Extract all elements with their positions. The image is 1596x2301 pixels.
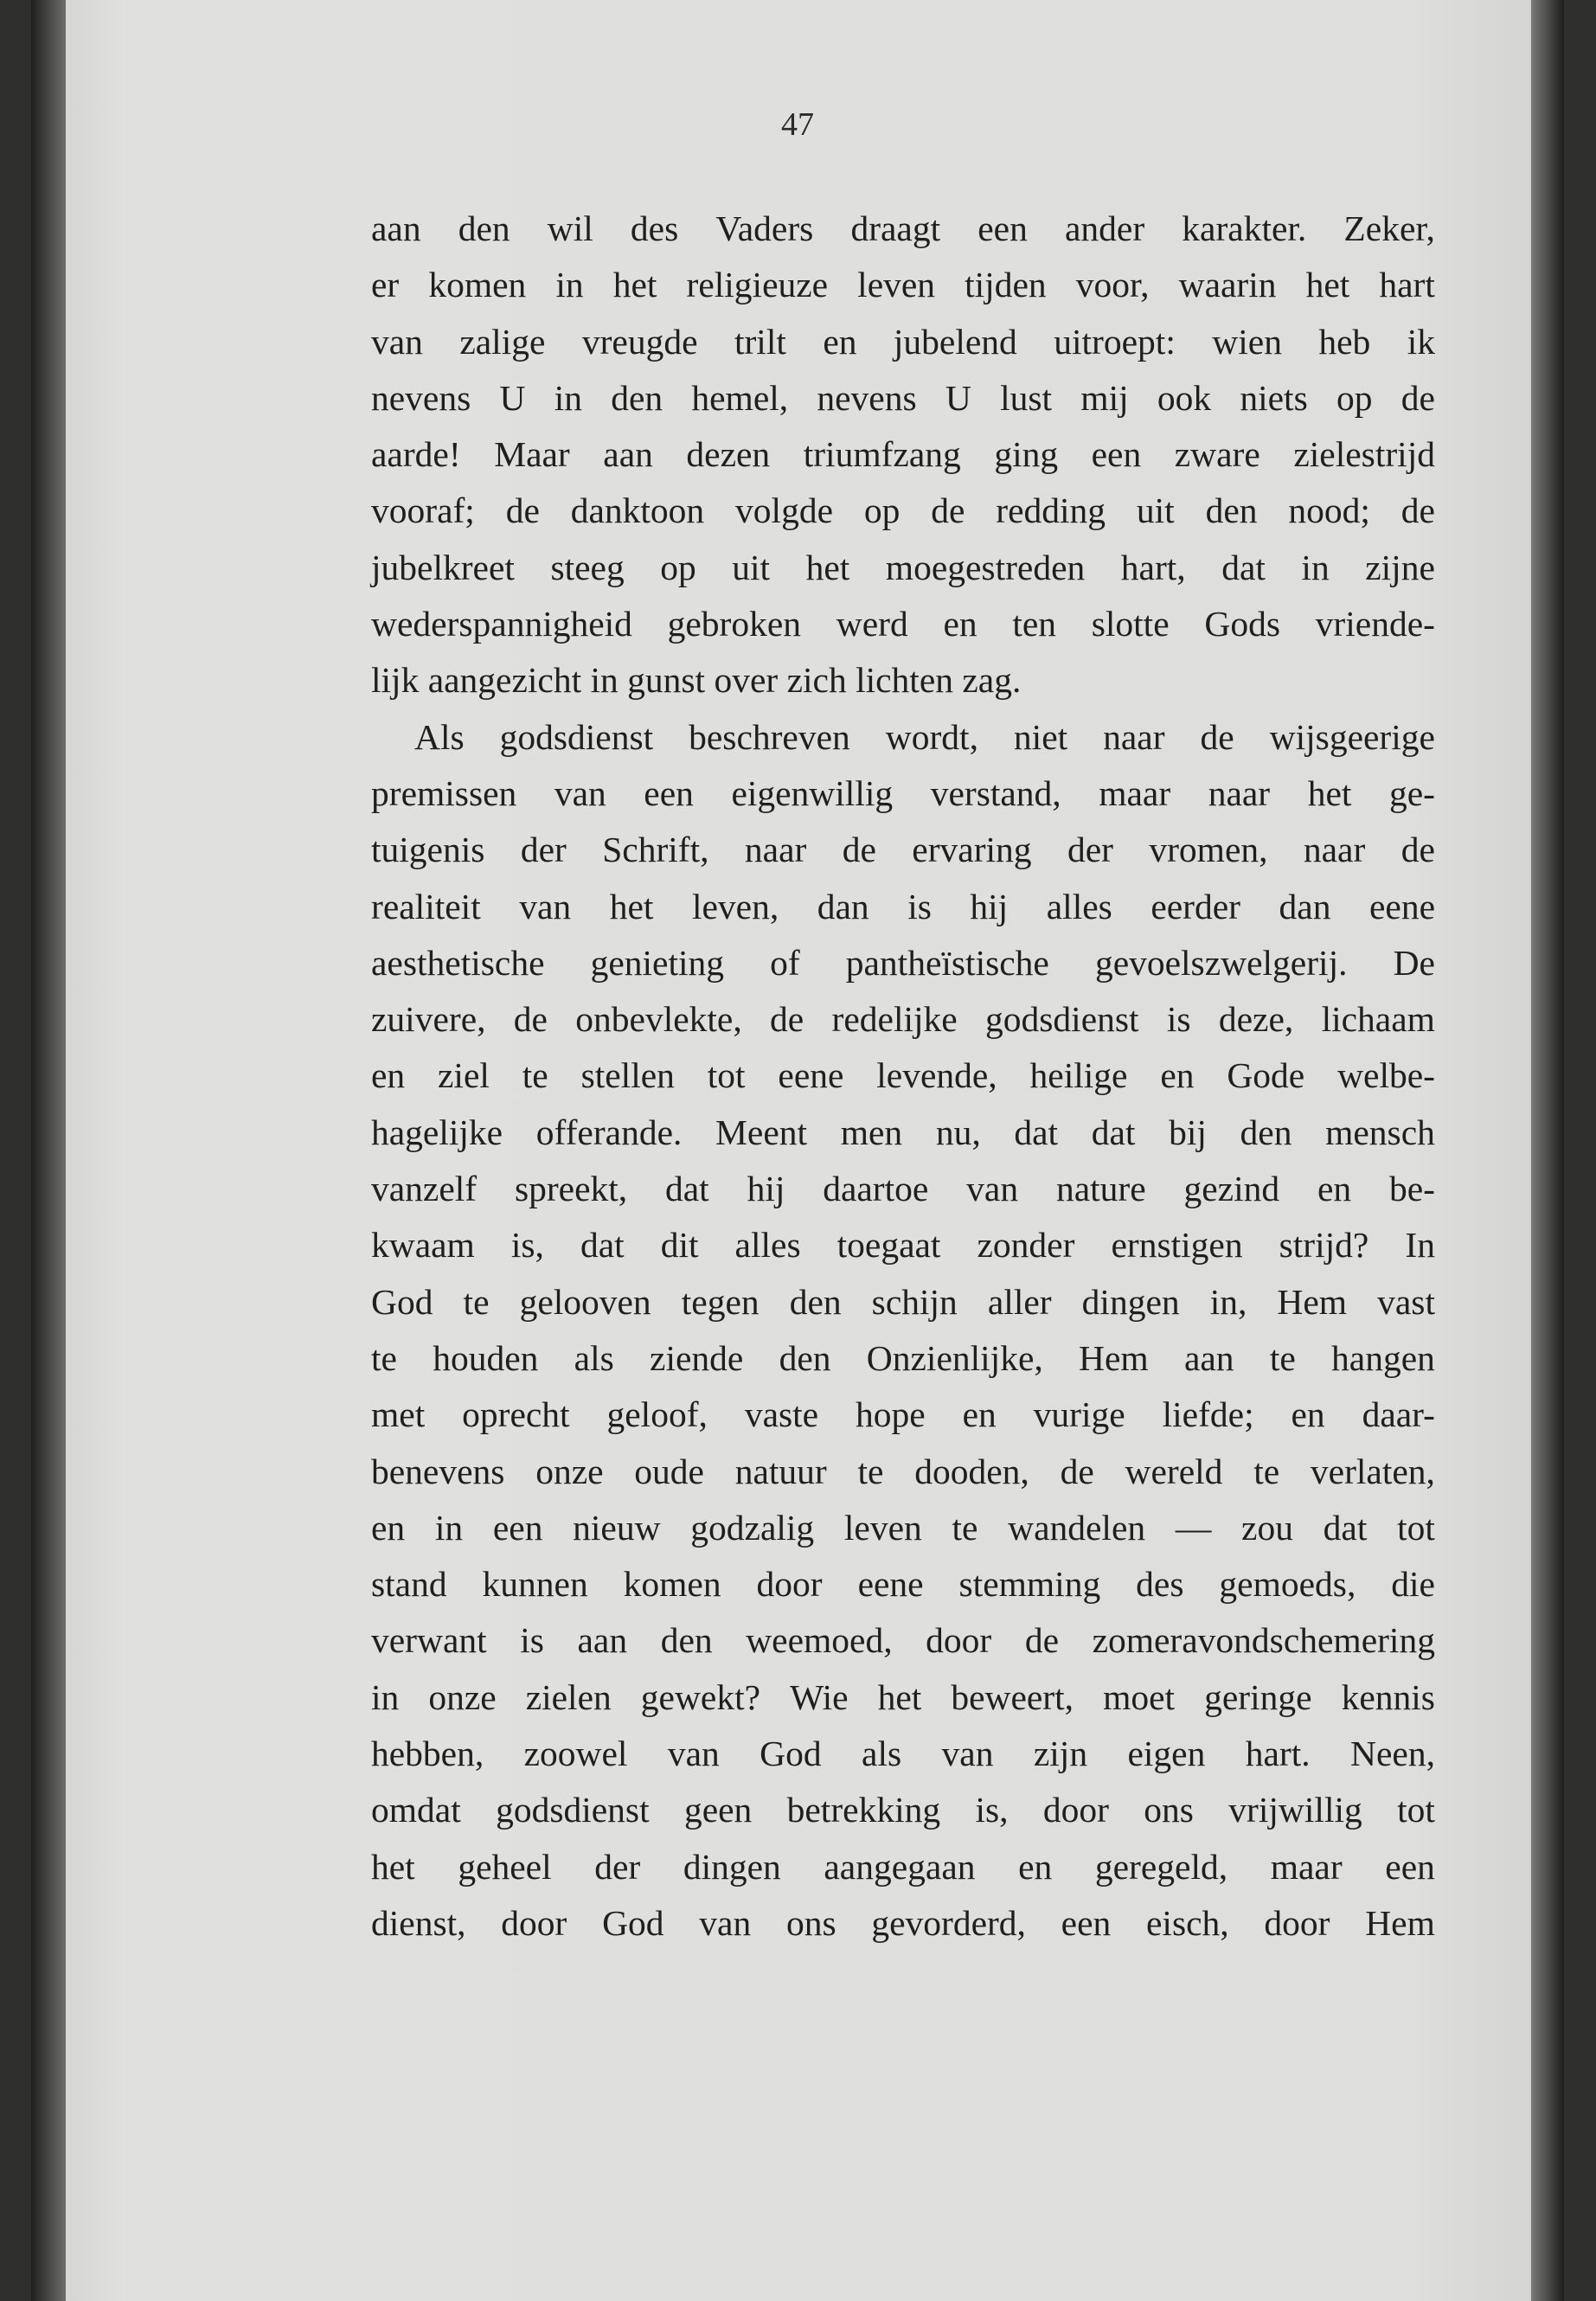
body-text (371, 201, 1435, 1952)
text-line: in onze zielen gewekt? Wie het beweert, moet geringe kennis (371, 1676, 1435, 1717)
page-edge-shadow (1531, 0, 1564, 2301)
text-line: hebben, zoowel van God als van zijn eigen hart. Neen, (371, 1734, 1435, 1774)
text-line: realiteit van het leven, dan is hij alles eerder dan eene (371, 886, 1435, 926)
text-line: tuigenis der Schrift, naar de ervaring der vromen, naar de (371, 830, 1435, 870)
text-line: er komen in het religieuze leven tijden voor, waarin het hart (371, 265, 1435, 305)
text-line: benevens onze oude natuur te dooden, de wereld te verlaten, (371, 1451, 1435, 1491)
text-line: het geheel der dingen aangegaan en geregeld, maar een (371, 1846, 1435, 1887)
text-line: met oprecht geloof, vaste hope en vurige liefde; en daar- (371, 1394, 1435, 1435)
page-number: 47 (781, 106, 814, 143)
text-line: Als godsdienst beschreven wordt, niet naar de wijsgeerige (414, 716, 1435, 757)
text-line: lijk aangezicht in gunst over zich lichten zag. (371, 660, 1022, 701)
text-line: zuivere, de onbevlekte, de redelijke godsdienst is deze, lichaam (371, 999, 1435, 1040)
page-gutter-shadow (31, 0, 66, 2301)
text-line: God te gelooven tegen den schijn aller dingen in, Hem vast (371, 1281, 1435, 1322)
text-line: hagelijke offerande. Meent men nu, dat dat bij den mensch (371, 1112, 1435, 1152)
text-line: premissen van een eigenwillig verstand, maar naar het ge- (371, 772, 1435, 813)
text-line: vooraf; de danktoon volgde op de redding uit den nood; de (371, 490, 1435, 531)
text-line: kwaam is, dat dit alles toegaat zonder ernstigen strijd? In (371, 1225, 1435, 1266)
text-line: vanzelf spreekt, dat hij daartoe van nature gezind en be- (371, 1169, 1435, 1209)
text-line: aesthetische genieting of pantheïstische gevoelszwelgerij. De (371, 942, 1435, 983)
text-line: wederspannigheid gebroken werd en ten slotte Gods vriende- (371, 604, 1435, 644)
book-page (31, 0, 1564, 2301)
text-line: aarde! Maar aan dezen triumfzang ging een zware zielestrijd (371, 434, 1435, 475)
text-line: en in een nieuw godzalig leven te wandelen — zou dat tot (371, 1507, 1435, 1548)
text-line: verwant is aan den weemoed, door de zomeravondschemering (371, 1620, 1435, 1661)
text-line: nevens U in den hemel, nevens U lust mij ook niets op de (371, 377, 1435, 418)
text-line: omdat godsdienst geen betrekking is, door ons vrijwillig tot (371, 1790, 1435, 1830)
text-line: aan den wil des Vaders draagt een ander karakter. Zeker, (371, 208, 1435, 248)
text-line: en ziel te stellen tot eene levende, heilige en Gode welbe- (371, 1055, 1435, 1096)
text-line: jubelkreet steeg op uit het moegestreden hart, dat in zijne (371, 547, 1435, 587)
text-line: te houden als ziende den Onzienlijke, Hem aan te hangen (371, 1337, 1435, 1378)
text-line: van zalige vreugde trilt en jubelend uitroept: wien heb ik (371, 321, 1435, 362)
text-line: dienst, door God van ons gevorderd, een eisch, door Hem (371, 1902, 1435, 1943)
text-line: stand kunnen komen door eene stemming des gemoeds, die (371, 1564, 1435, 1605)
